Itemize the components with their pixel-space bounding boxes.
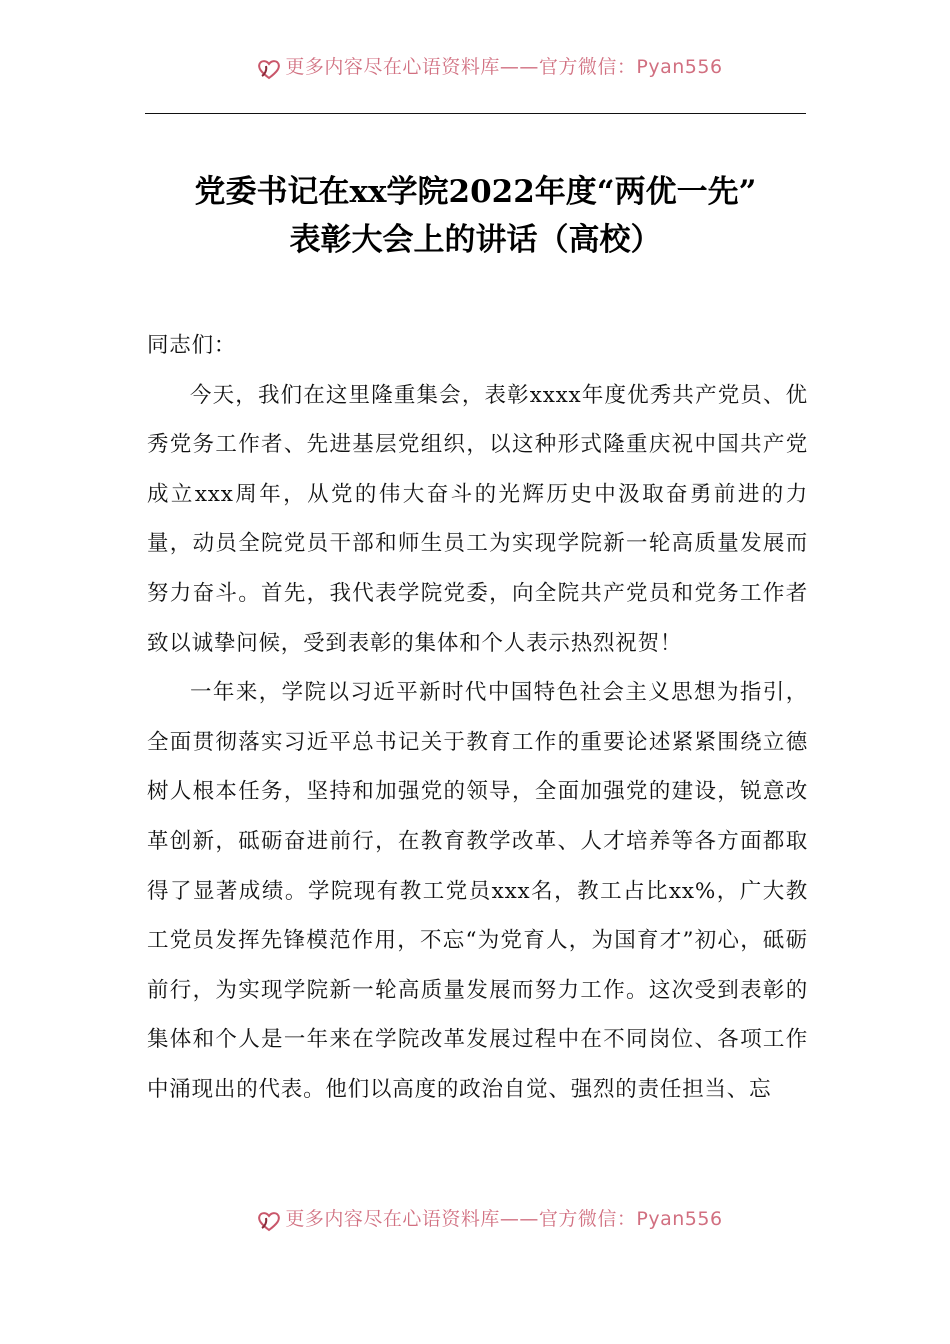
paragraph-2: 一年来，学院以习近平新时代中国特色社会主义思想为指引，全面贯彻落实习近平总书记关于教育工作的重要论述紧紧围绕立德树人根本任务，坚持和加强党的领导，全面加强党的建设，锐意改革创新，砥砺奋进前行，在教育教学改革、人才培养等各方面都取得了显著成绩。学院现有教工党员xxx名，教工占比xx%，广大教工党员发挥先锋模范作用，不忘“为党育人，为国育才”初心，砥砺前行，为实现学院新一轮高质量发展而努力工作。这次受到表彰的集体和个人是一年来在学院改革发展过程中在不同岗位、各项工作中涌现出的代表。他们以高度的政治自觉、强烈的责任担当、忘 bbox=[147, 680, 808, 1102]
header-watermark bbox=[0, 56, 950, 82]
footer-watermark bbox=[0, 1208, 950, 1234]
title-line-1: 党委书记在xx学院2022年度“两优一先” bbox=[194, 174, 757, 210]
heart-logo-icon bbox=[257, 1210, 281, 1232]
watermark-text: 更多内容尽在心语资料库——官方微信：Pyan556 bbox=[285, 56, 723, 78]
salutation: 同志们： bbox=[147, 333, 237, 358]
paragraph-1: 今天，我们在这里隆重集会，表彰xxxx年度优秀共产党员、优秀党务工作者、先进基层党组织，以这种形式隆重庆祝中国共产党成立xxx周年，从党的伟大奋斗的光辉历史中汲取奋勇前进的力量，动员全院党员干部和师生员工为实现学院新一轮高质量发展而努力奋斗。首先，我代表学院党委，向全院共产党员和党务工作者致以诚挚问候，受到表彰的集体和个人表示热烈祝贺！ bbox=[147, 382, 809, 656]
document-title bbox=[145, 168, 806, 264]
header-divider bbox=[145, 113, 806, 114]
title-line-2: 表彰大会上的讲话（高校） bbox=[289, 222, 662, 258]
watermark-text: 更多内容尽在心语资料库——官方微信：Pyan556 bbox=[285, 1208, 723, 1230]
heart-logo-icon bbox=[257, 58, 281, 80]
document-body bbox=[147, 321, 808, 1115]
